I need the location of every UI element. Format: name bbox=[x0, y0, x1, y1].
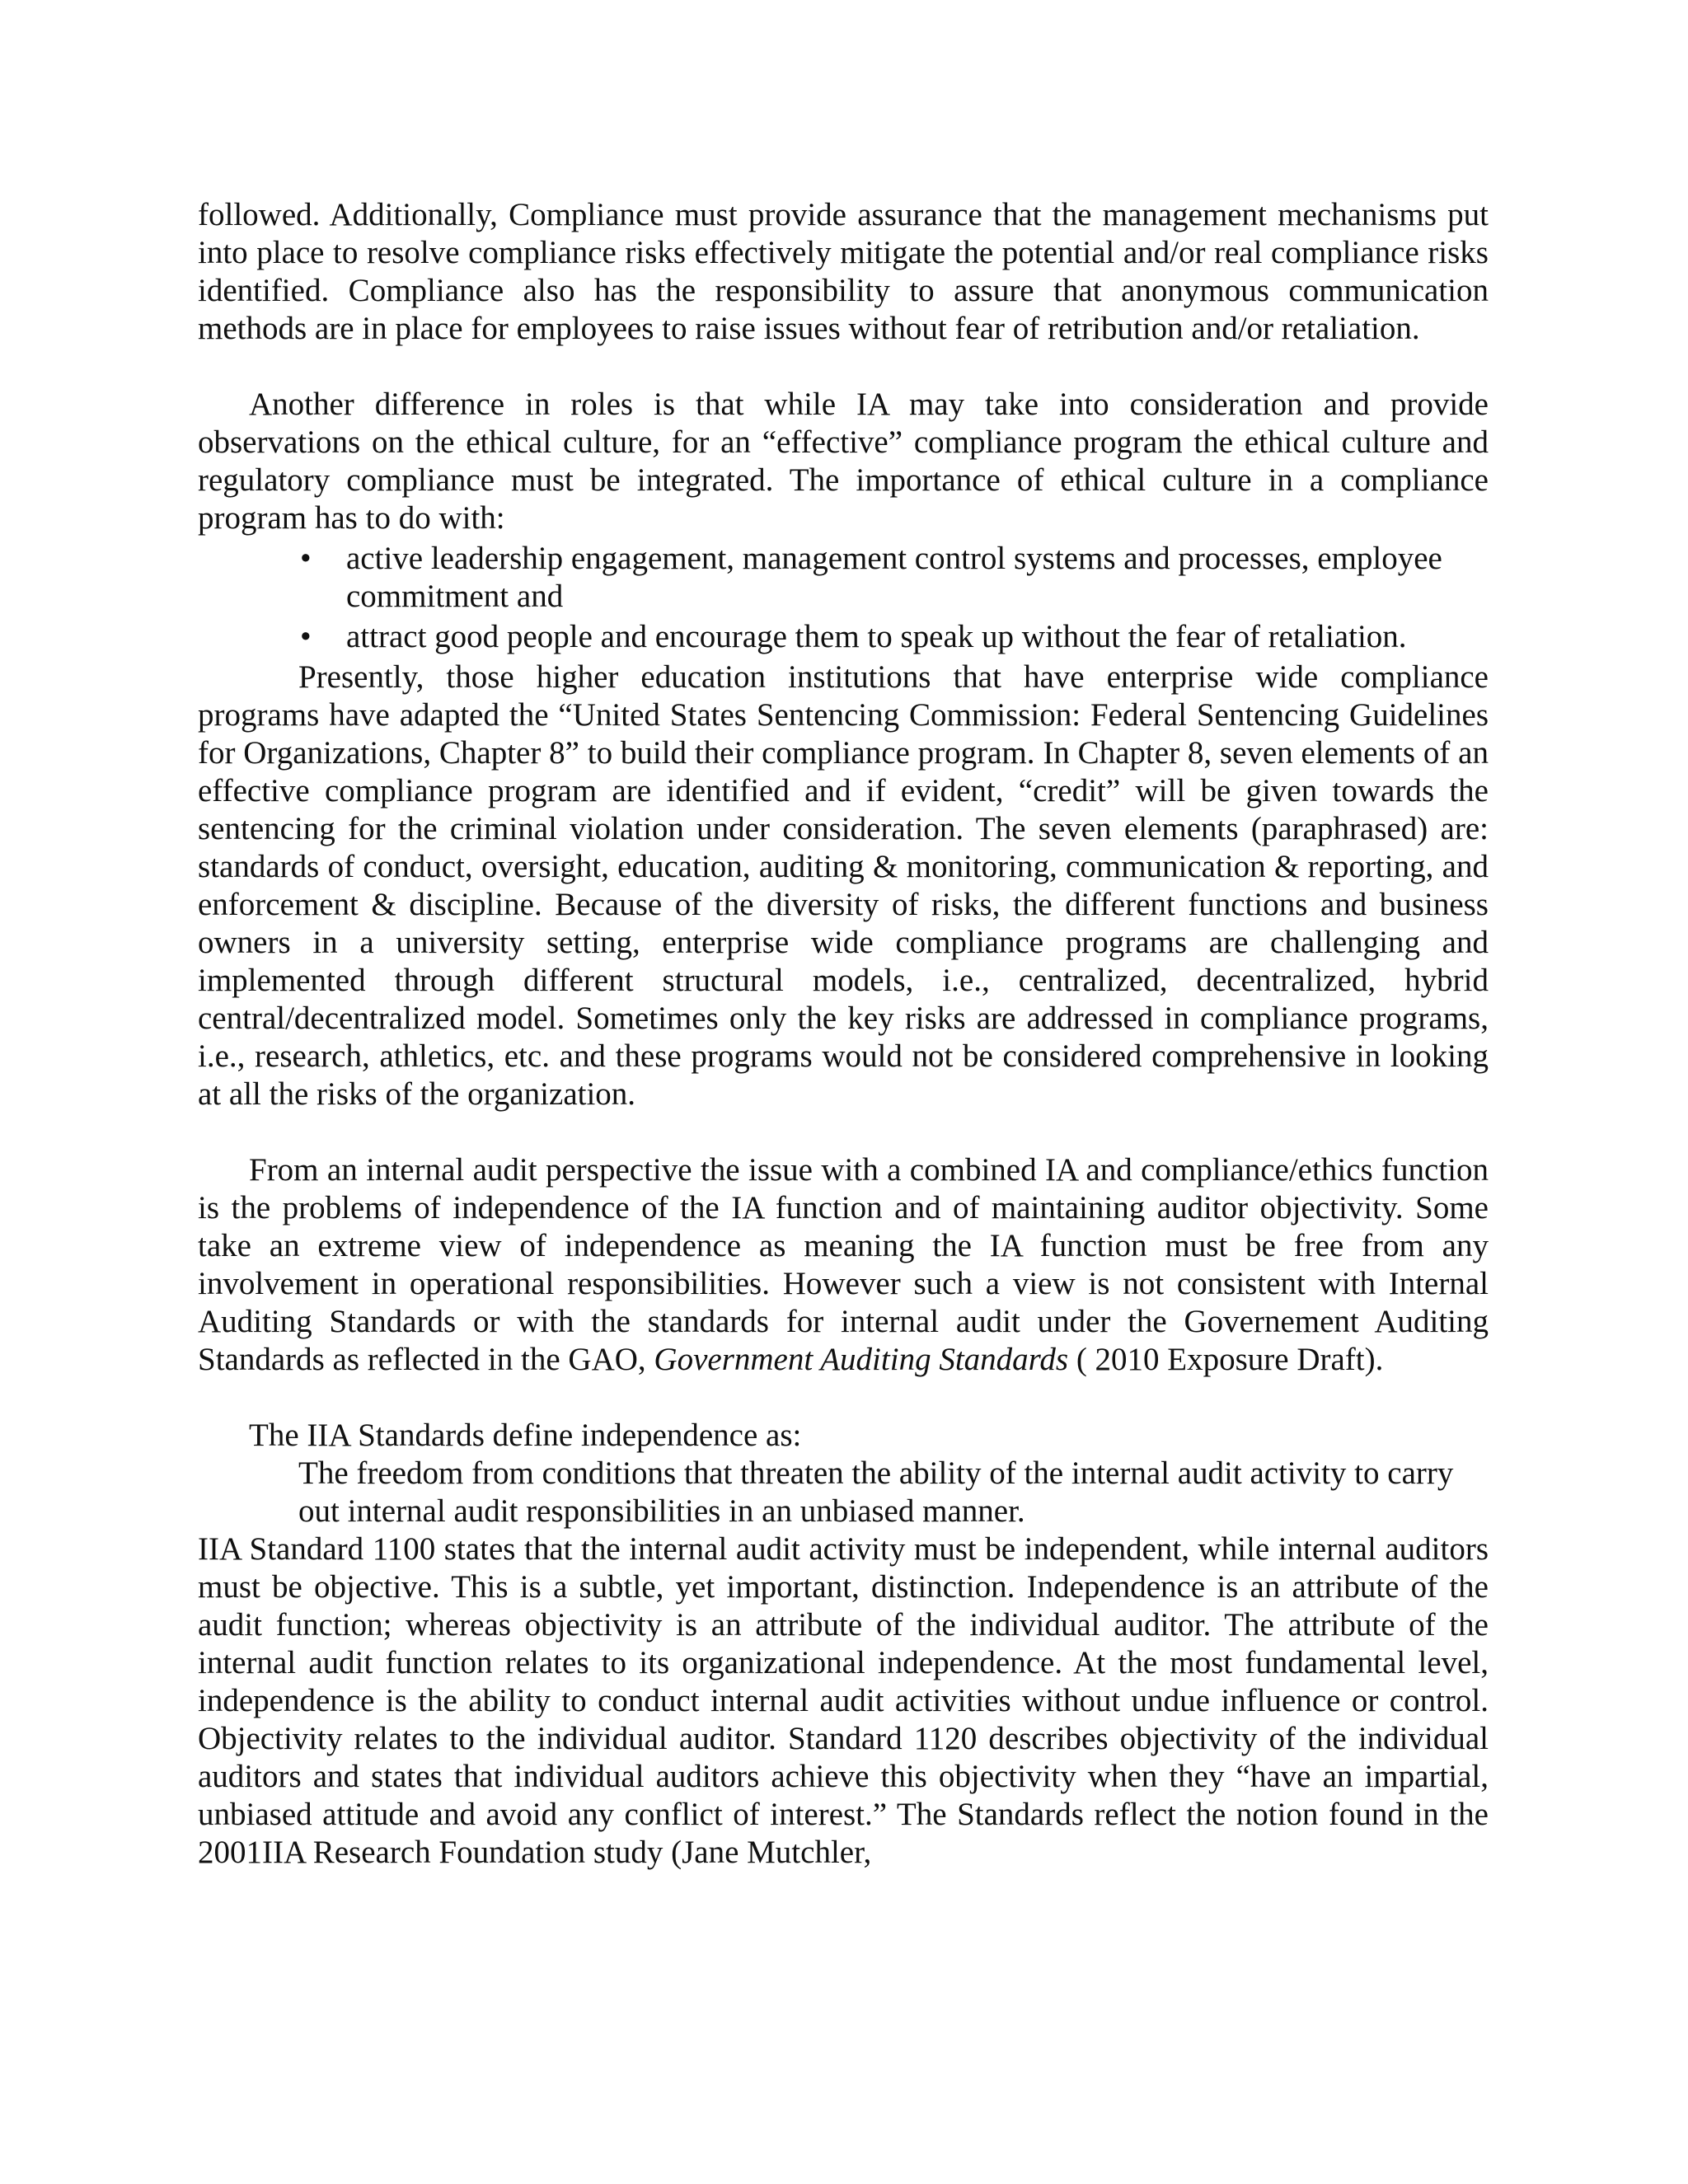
paragraph-spacer bbox=[198, 1379, 1489, 1417]
bullet-item bbox=[198, 540, 1489, 616]
ethical-culture-bullet-list bbox=[198, 540, 1489, 656]
italic-publication-title: Government Auditing Standards bbox=[654, 1342, 1069, 1377]
paragraph-iia-definition-intro: The IIA Standards define independence as: bbox=[249, 1418, 802, 1453]
paragraph-internal-audit-perspective bbox=[198, 1151, 1489, 1379]
document-page bbox=[198, 196, 1489, 1872]
paragraph-spacer bbox=[198, 348, 1489, 386]
paragraph-text: ( 2010 Exposure Draft). bbox=[1068, 1342, 1384, 1377]
paragraph-iia-standard-1100: IIA Standard 1100 states that the internal audit activity must be independent, while internal auditors must be objective. This is a subtle, yet important, distinction. Independence is an attribute of the audit function; whereas objectivity is an attribute of the individual auditor. The attribute of the internal audit function relates to its organizational independence. At the most fundamental level, independence is the ability to conduct internal audit activities without undue influence or control. Objectivity relates to the individual auditor. Standard 1120 describes objectivity of the individual auditors and states that individual auditors achieve this objectivity when they “have an impartial, unbiased attitude and avoid any conflict of interest.” The Standards reflect the notion found in the 2001IIA Research Foundation study (Jane Mutchler, bbox=[198, 1531, 1489, 1870]
bullet-icon: • bbox=[300, 619, 312, 654]
bullet-item bbox=[198, 618, 1489, 656]
independence-definition-quote: The freedom from conditions that threaten the ability of the internal audit activity to carry out internal audit responsibilities in an unbiased manner. bbox=[298, 1455, 1454, 1529]
bullet-text: attract good people and encourage them to speak up without the fear of retaliation. bbox=[346, 619, 1407, 654]
paragraph-compliance-assurance: followed. Additionally, Compliance must provide assurance that the management mechanisms put into place to resolve compliance risks effectively mitigate the potential and/or real compliance risks identified. Compliance also has the responsibility to assure that anonymous communication methods are in place for employees to raise issues without fear of retribution and/or retaliation. bbox=[198, 197, 1489, 346]
paragraph-text: From an internal audit perspective the issue with a combined IA and compliance/ethics function is the problems of independence of the IA function and of maintaining auditor objectivity. Some take an extreme view of independence as meaning the IA function must be free from any involvement in operational responsibilities. However such a view is not consistent with Internal Auditing Standards or with the standards for internal audit under the Governement Auditing Standards as reflected in the GAO, bbox=[198, 1152, 1489, 1377]
paragraph-sentencing-guidelines: Presently, those higher education institutions that have enterprise wide compliance programs have adapted the “United States Sentencing Commission: Federal Sentencing Guidelines for Organizations, Chapter 8” to build their compliance program. In Chapter 8, seven elements of an effective compliance program are identified and if evident, “credit” will be given towards the sentencing for the criminal violation under consideration. The seven elements (paraphrased) are: standards of conduct, oversight, education, auditing & monitoring, communication & reporting, and enforcement & discipline. Because of the diversity of risks, the different functions and business owners in a university setting, enterprise wide compliance programs are challenging and implemented through different structural models, i.e., centralized, decentralized, hybrid central/decentralized model. Sometimes only the key risks are addressed in compliance programs, i.e., research, athletics, etc. and these programs would not be considered comprehensive in looking at all the risks of the organization. bbox=[198, 659, 1489, 1112]
paragraph-ethical-culture: Another difference in roles is that while IA may take into consideration and provide observations on the ethical culture, for an “effective” compliance program the ethical culture and regulatory compliance must be integrated. The importance of ethical culture in a compliance program has to do with: bbox=[198, 387, 1489, 536]
bullet-icon: • bbox=[300, 541, 312, 576]
bullet-text: active leadership engagement, management control systems and processes, employee commitment and bbox=[346, 541, 1442, 614]
paragraph-spacer bbox=[198, 1113, 1489, 1151]
